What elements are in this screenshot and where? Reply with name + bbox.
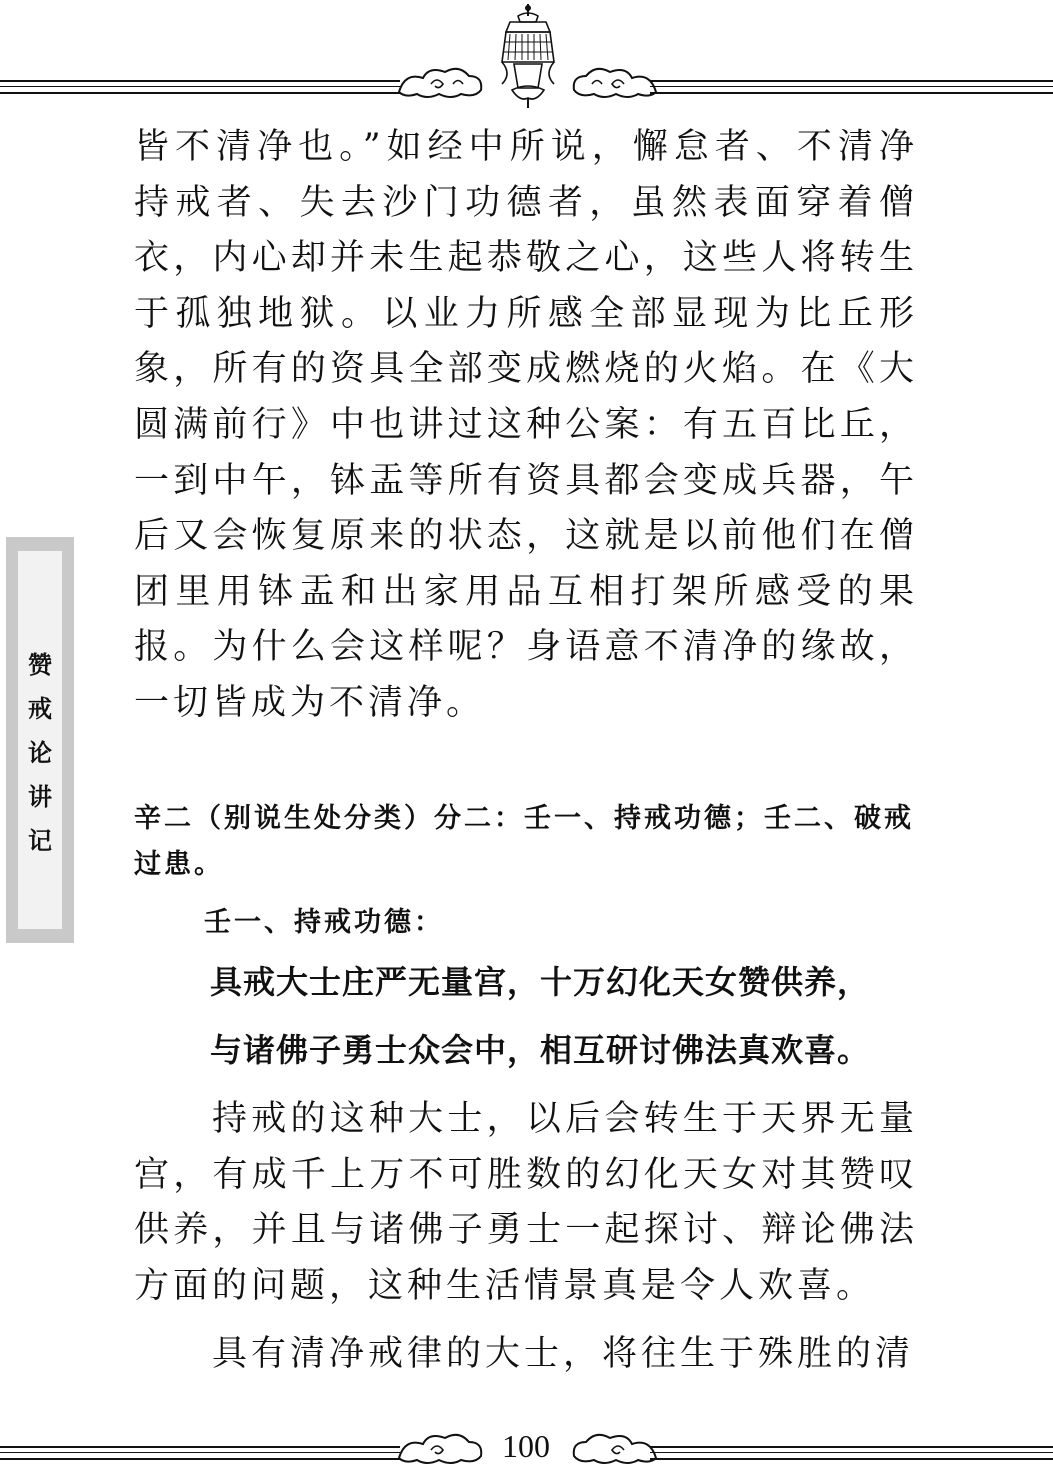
- side-tab-title: [18, 643, 62, 863]
- side-tab-char: 论: [28, 738, 52, 767]
- side-tab: [6, 537, 74, 943]
- side-tab-char: 赞: [28, 650, 52, 679]
- side-tab-char: 讲: [28, 782, 52, 811]
- page-number: 100: [502, 1428, 550, 1464]
- side-tab-char: 戒: [28, 694, 52, 723]
- side-tab-inner: [18, 551, 62, 929]
- victory-banner-icon: [492, 2, 564, 110]
- cloud-scroll-icon: [570, 1428, 660, 1466]
- body-paragraph: 皆不清净也。”如经中所说，懈怠者、不清净持戒者、失去沙门功德者，虽然表面穿着僧衣，内心却并未生起恭敬之心，这些人将转生于孤独地狱。以业力所感全部显现为比丘形象，所有的资具全部变成燃烧的火焰。在《大圆满前行》中也讲过这种公案：有五百比丘，一到中午，钵盂等所有资具都会变成兵器，午后又会恢复原来的状态，这就是以前他们在僧团里用钵盂和出家用品互相打架所感受的果报。为什么会这样呢？身语意不清净的缘故，一切皆成为不清净。: [134, 127, 918, 723]
- body-paragraph: 具有清净戒律的大士，将往生于殊胜的清: [212, 1334, 915, 1374]
- cloud-scroll-icon: [395, 1428, 485, 1466]
- section-heading: 辛二（别说生处分类）分二：壬一、持戒功德；壬二、破戒过患。: [134, 803, 914, 880]
- cloud-scroll-icon: [395, 62, 485, 100]
- verse-line: 具戒大士庄严无量宫，十万幻化天女赞供养，: [210, 963, 871, 1001]
- cloud-scroll-icon: [570, 62, 660, 100]
- body-paragraph: 持戒的这种大士，以后会转生于天界无量宫，有成千上万不可胜数的幻化天女对其赞叹供养，并且与诸佛子勇士一起探讨、辩论佛法方面的问题，这种生活情景真是令人欢喜。: [134, 1099, 918, 1306]
- verse-line: 与诸佛子勇士众会中，相互研讨佛法真欢喜。: [210, 1031, 871, 1069]
- side-tab-char: 记: [28, 826, 52, 855]
- subsection-heading: 壬一、持戒功德：: [204, 907, 444, 938]
